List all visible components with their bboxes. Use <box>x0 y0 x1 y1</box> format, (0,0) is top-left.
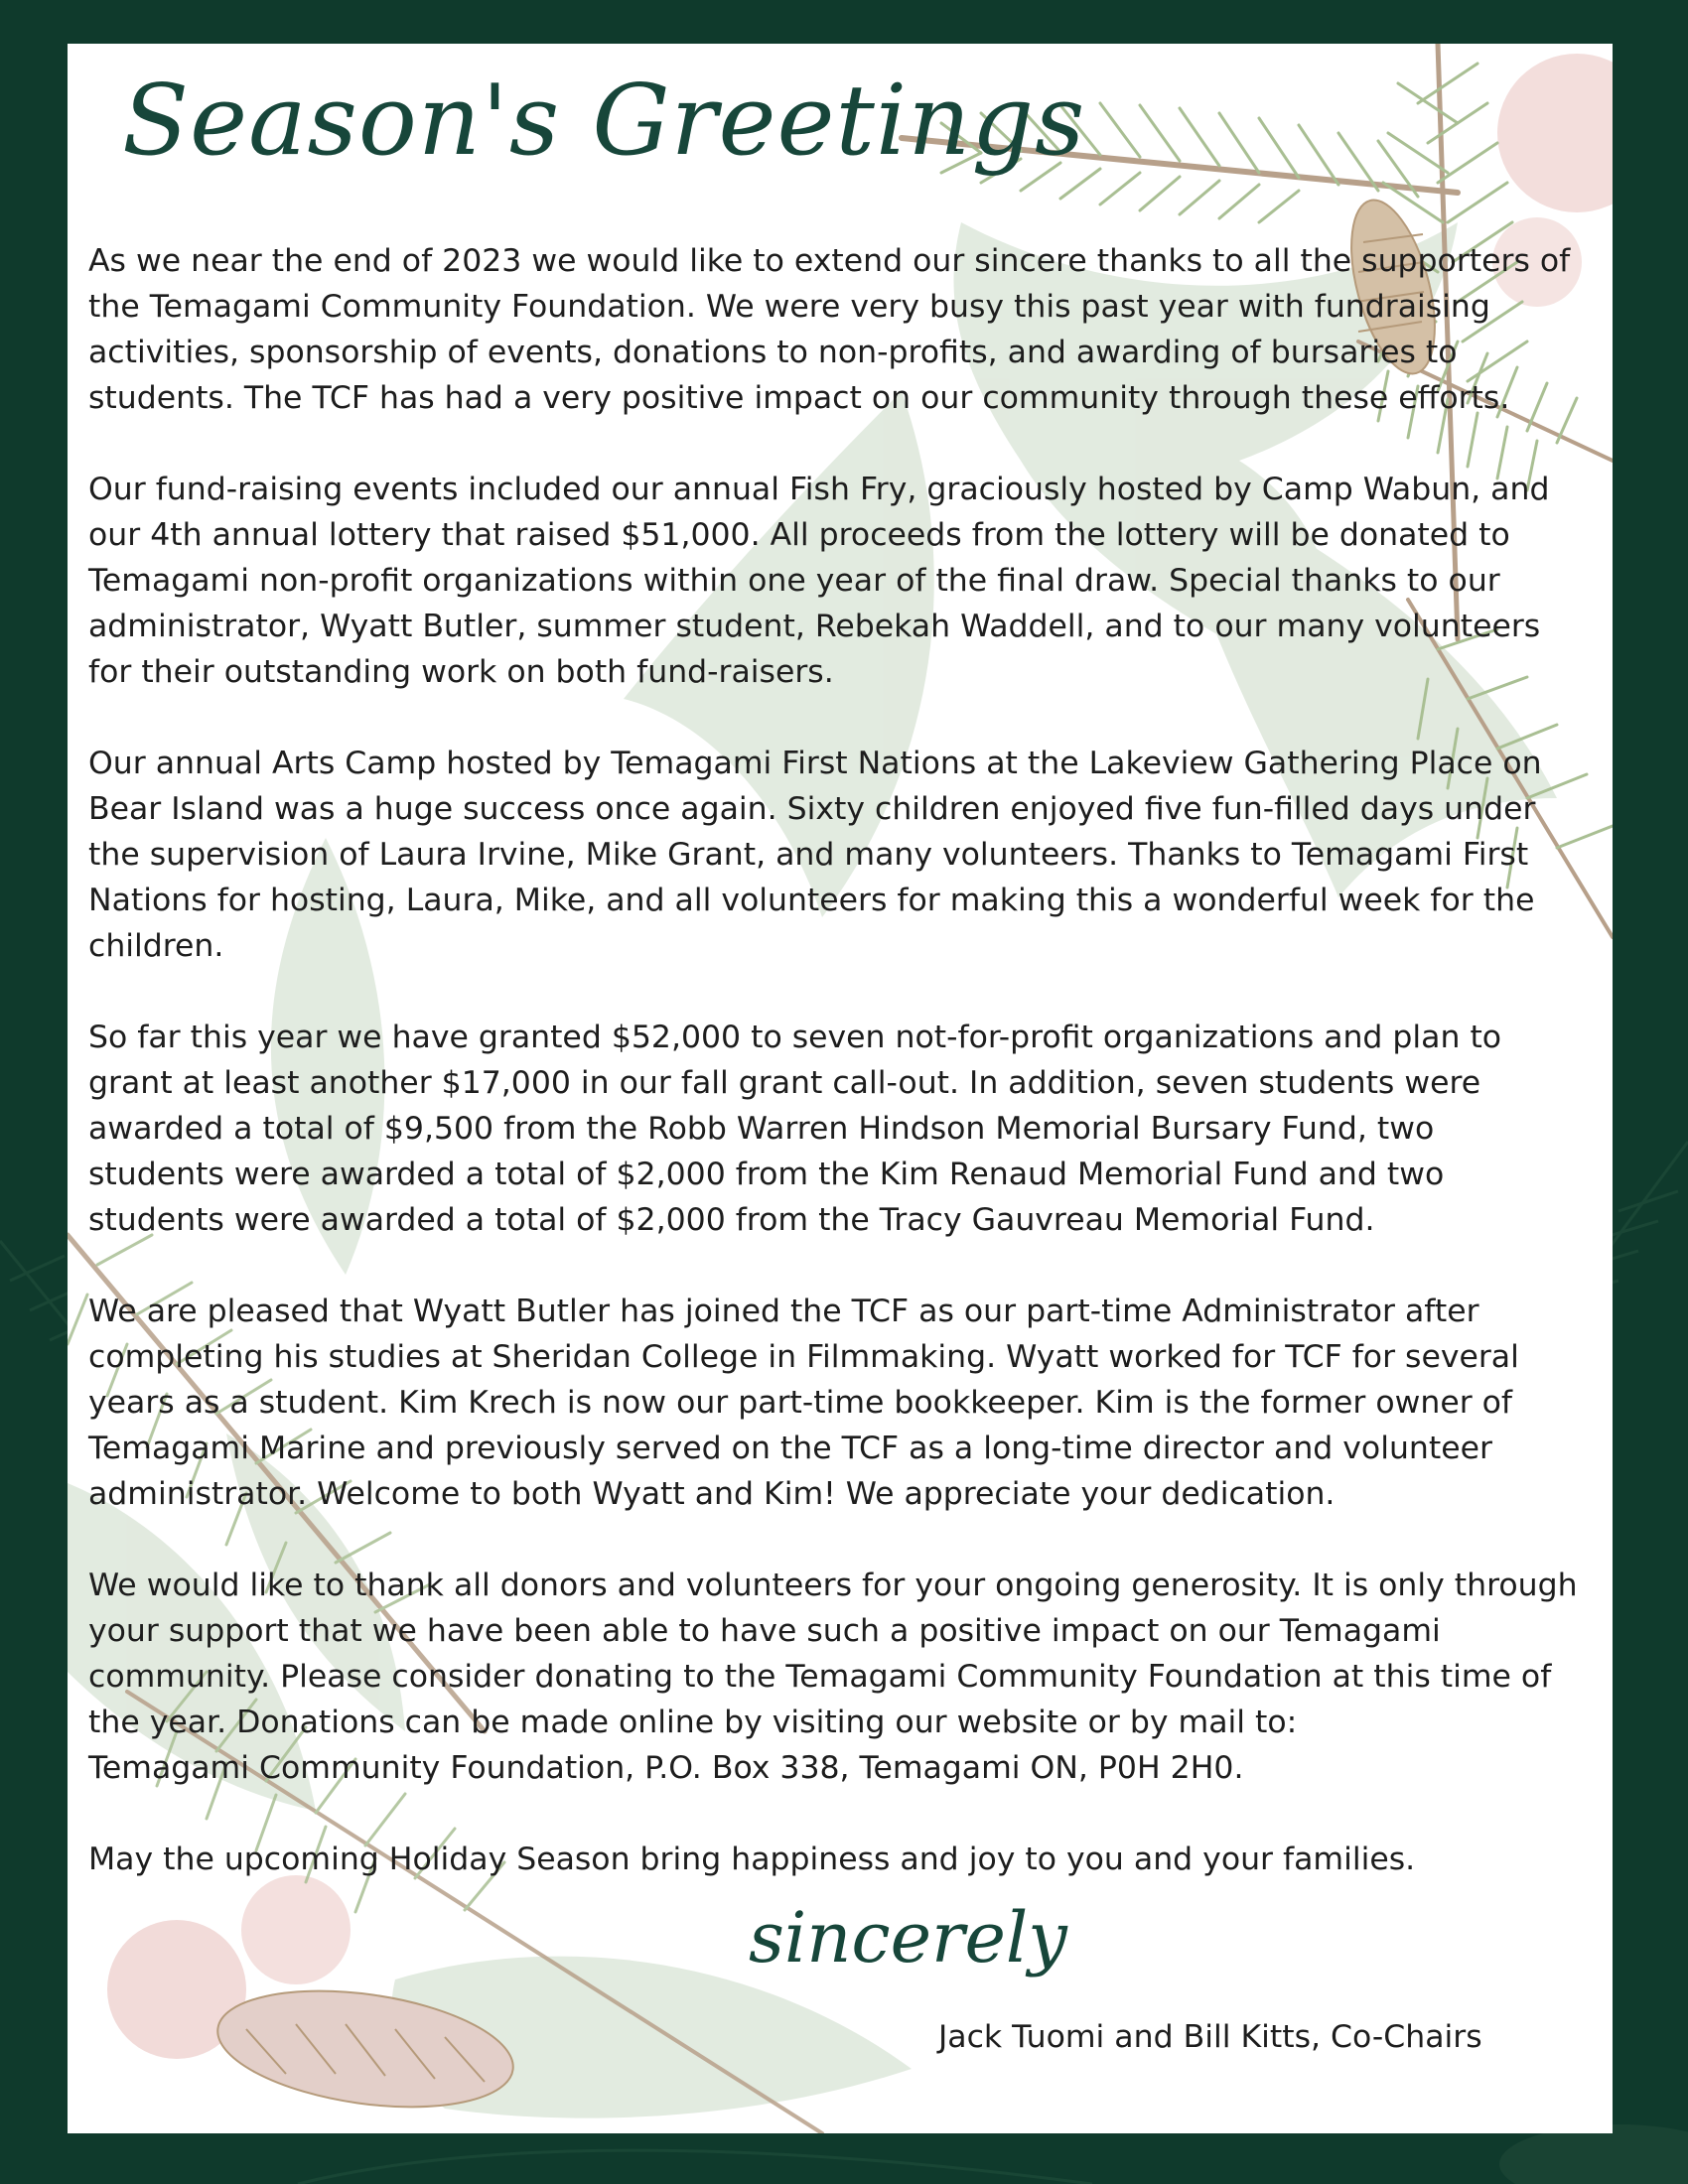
letter-body <box>88 238 1603 1882</box>
letter-sheet <box>68 44 1613 2133</box>
signature-line: Jack Tuomi and Bill Kitts, Co-Chairs <box>938 2019 1482 2055</box>
paragraph-donations: We would like to thank all donors and volunteers for your ongoing generosity. It is only through your support that we have been able to have such a positive impact on our Temagami community. Please consider donating to the Temagami Community Foundation at this time of the year. Donations can be made online by visiting our website or by mail to: Temagami Community Foundation, P.O. Box 338, Temagami ON, P0H 2H0. <box>88 1568 1578 1786</box>
berry-shape <box>1497 54 1613 212</box>
paragraph-staff: We are pleased that Wyatt Butler has joined the TCF as our part-time Administrator after completing his studies at Sheridan College in Filmmaking. Wyatt worked for TCF for several years as a student. Kim Krech is now our part-time bookkeeper. Kim is the former owner of Temagami Marine and previously served on the TCF as a long-time director and volunteer administrator. Welcome to both Wyatt and Kim! We appreciate your dedication. <box>88 1294 1519 1512</box>
greeting-title: Season's Greetings <box>122 65 1086 178</box>
paragraph-fundraising: Our fund-raising events included our annual Fish Fry, graciously hosted by Camp Wabun, and our 4th annual lottery that raised $51,000. All proceeds from the lottery will be donated to Temagami non-profit organizations within one year of the final draw. Special thanks to our administrator, Wyatt Butler, summer student, Rebekah Waddell, and to our many volunteers for their outstanding work on both fund-raisers. <box>88 472 1550 690</box>
closing-sincerely: sincerely <box>749 1897 1067 1979</box>
berry-shape <box>241 1875 351 1984</box>
paragraph-holiday-wish: May the upcoming Holiday Season bring happiness and joy to you and your families. <box>88 1842 1416 1877</box>
paragraph-arts-camp: Our annual Arts Camp hosted by Temagami First Nations at the Lakeview Gathering Place on Bear Island was a huge success once again. Sixty children enjoyed five fun-filled days under the supervision of Laura Irvine, Mike Grant, and many volunteers. Thanks to Temagami First Nations for hosting, Laura, Mike, and all volunteers for making this a wonderful week for the children. <box>88 746 1542 964</box>
paragraph-thanks: As we near the end of 2023 we would like to extend our sincere thanks to all the supporters of the Temagami Community Foundation. We were very busy this past year with fundraising activities, sponsorship of events, donations to non-profits, and awarding of bursaries to students. The TCF has had a very positive impact on our community through these efforts. <box>88 243 1571 416</box>
paragraph-grants: So far this year we have granted $52,000 to seven not-for-profit organizations and plan to grant at least another $17,000 in our fall grant call-out. In addition, seven students were awarded a total of $9,500 from the Robb Warren Hindson Memorial Bursary Fund, two students were awarded a total of $2,000 from the Kim Renaud Memorial Fund and two students were awarded a total of $2,000 from the Tracy Gauvreau Memorial Fund. <box>88 1020 1502 1238</box>
